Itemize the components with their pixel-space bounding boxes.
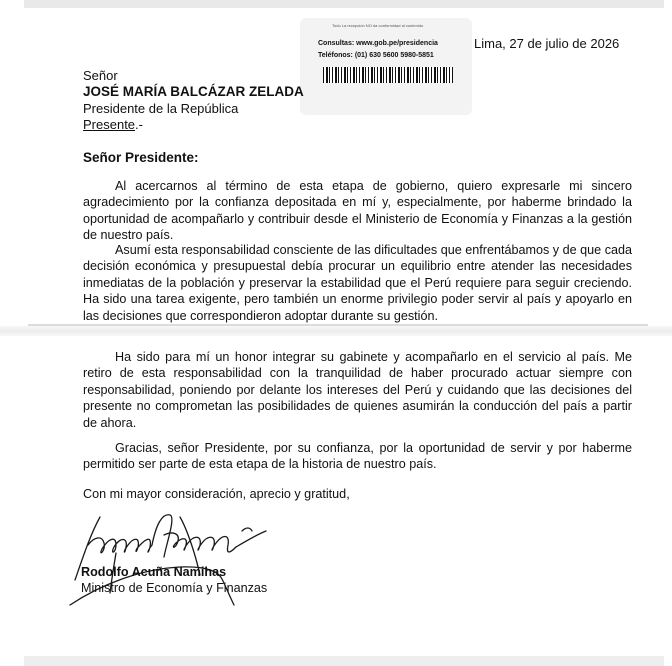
paragraph-3: Ha sido para mí un honor integrar su gabinete y acompañarlo en el servicio al país. Me retiro de esta responsabilidad con la tranquilidad de haber procurado actuar siempre con responsabilidad, poniendo por delante los intereses del Perú y cuidando que las decisiones del presente no comprometan las posibilidades de quienes asumirán la conducción del país a partir de ahora.: [83, 350, 632, 430]
signer-name: Rodolfo Acuña Namihas: [81, 565, 227, 579]
stamp-note: Todo La recepción NO da conformidad al contenido: [332, 23, 424, 28]
page-fold-line: [28, 324, 648, 326]
recipient-presente: [83, 117, 143, 133]
paragraph-4: Gracias, señor Presidente, por su confianza, por la oportunidad de servir y por haberme permitido ser parte de esta etapa de la historia de nuestro país.: [83, 441, 632, 472]
presente-suffix: .-: [135, 117, 143, 132]
handwritten-signature: [30, 505, 290, 615]
page-fold-divider: [0, 326, 672, 336]
page-bottom-edge: [24, 656, 664, 666]
recipient-name: JOSÉ MARÍA BALCÁZAR ZELADA: [83, 84, 304, 99]
paragraph-1: Al acercarnos al término de esta etapa de gobierno, quiero expresarle mi sincero agradecimiento por la confianza depositada en mí y, especialmente, por haberme brindado la oportunidad de acompañarlo y contribuir desde el Ministerio de Economía y Finanzas a la gestión de nuestro país.: [83, 179, 632, 243]
stamp-barcode: [323, 67, 453, 83]
paragraph-2: Asumí esta responsabilidad consciente de las dificultades que enfrentábamos y de que cada decisión económica y presupuestal debía procurar un equilibrio entre atender las necesidades inmediatas de la población y preservar la estabilidad que el Perú requiere para seguir creciendo. Ha sido una tarea exigente, pero también un enorme privilegio poder servir al país y apoyarlo en las decisiones que correspondieron adoptar durante su gestión.: [83, 243, 632, 323]
closing-line: Con mi mayor consideración, aprecio y gratitud,: [83, 487, 350, 501]
greeting: Señor Presidente:: [83, 150, 199, 165]
stamp-telefonos: Teléfonos: (01) 630 5600 5980-5851: [318, 52, 434, 59]
signer-title: Ministro de Economía y Finanzas: [81, 581, 268, 595]
recipient-salutation: Señor: [83, 68, 118, 83]
page-top-edge: [24, 0, 664, 8]
letter-date: Lima, 27 de julio de 2026: [474, 36, 620, 51]
stamp-consultas: Consultas: www.gob.pe/presidencia: [318, 40, 438, 47]
recipient-title: Presidente de la República: [83, 101, 239, 116]
presente-word: Presente: [83, 117, 136, 132]
